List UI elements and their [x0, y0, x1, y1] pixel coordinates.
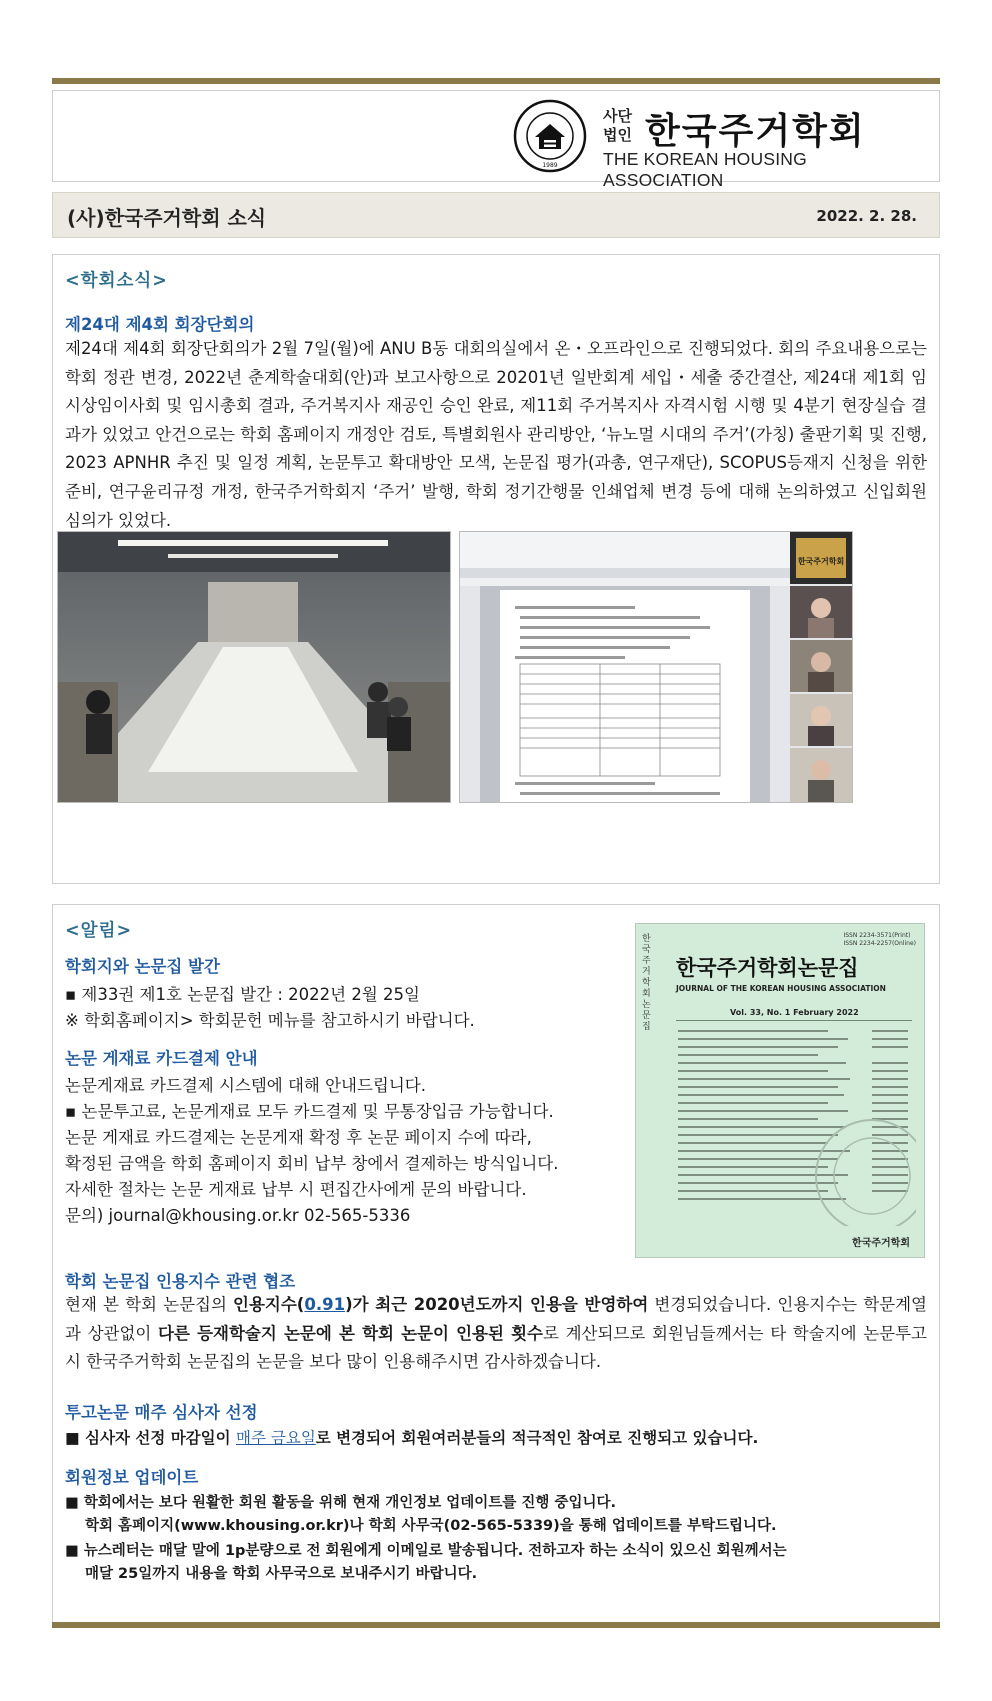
online-meeting-image: [460, 532, 852, 802]
cover-contents-lines: [672, 1026, 916, 1226]
association-logo: [513, 97, 913, 190]
top-gold-bar: [52, 78, 940, 84]
newsletter-title-bar: [52, 192, 940, 238]
section-label-notice: <알림>: [65, 921, 133, 941]
seal-icon: [513, 99, 587, 173]
cover-title-ko: 한국주거학회논문집: [676, 955, 859, 980]
cover-issn-online: ISSN 2234-2257(Online): [843, 940, 916, 947]
cover-issn-print: ISSN 2234-3571(Print): [843, 932, 911, 939]
member-line-4: 매달 25일까지 내용을 학회 사무국으로 보내주시기 바랍니다.: [85, 1566, 478, 1582]
card-line-5: 자세한 절차는 논문 게재료 납부 시 편집간사에게 문의 바랍니다.: [65, 1180, 527, 1199]
news-section: [52, 254, 940, 884]
card-contact-line: 문의) journal@khousing.or.kr 02-565-5336: [65, 1206, 411, 1225]
bottom-gold-bar: [52, 1622, 940, 1628]
member-line-3: ■ 뉴스레터는 매달 말에 1p분량으로 전 회원에게 이메일로 발송됩니다. 전하고자 하는 소식이 있으신 회원께서는: [65, 1543, 787, 1559]
logo-small-text: 사단 법인: [603, 107, 632, 144]
journal-cover: [635, 923, 925, 1258]
cover-spine-text: 한국주거학회 논문집: [642, 934, 651, 1032]
card-line-3: 논문 게재료 카드결제는 논문게재 확정 후 논문 페이지 수에 따라,: [65, 1128, 532, 1147]
header: [52, 90, 940, 190]
card-line-4: 확정된 금액을 학회 홈페이지 회비 납부 창에서 결제하는 방식입니다.: [65, 1154, 559, 1173]
online-meeting-screenshot: [459, 531, 853, 803]
publication-line-1: ▪ 제33권 제1호 논문집 발간 : 2022년 2월 25일: [65, 985, 420, 1004]
review-heading: 투고논문 매주 심사자 선정: [65, 1403, 258, 1422]
seal-year: 1989: [542, 162, 558, 169]
citation-body: 현재 본 학회 논문집의 인용지수(0.91)가 최근 2020년도까지 인용을 반영하여 변경되었습니다. 인용지수는 학문계열과 상관없이 다른 등재학술지 논문에 본 학회 논문이 인용된 횟수로 계산되므로 회원님들께서는 타 학술지에 논문투고 시 한국주거학회 논문집의 논문을 보다 많이 인용해주시면 감사하겠습니다.: [65, 1295, 927, 1372]
member-line-2: 학회 홈페이지(www.khousing.or.kr)나 학회 사무국(02-565-5339)을 통해 업데이트를 부탁드립니다.: [85, 1518, 777, 1534]
newsletter-date: 2022. 2. 28.: [816, 207, 917, 225]
review-line: ■ 심사자 선정 마감일이 매주 금요일로 변경되어 회원여러분들의 적극적인 참여로 진행되고 있습니다.: [65, 1429, 759, 1447]
screen-logo-text: 한국주거학회: [797, 557, 845, 566]
card-line-1: 논문게재료 카드결제 시스템에 대해 안내드립니다.: [65, 1076, 426, 1095]
section-label-news: <학회소식>: [65, 271, 168, 291]
publication-line-2: ※ 학회홈페이지> 학회문헌 메뉴를 참고하시기 바랍니다.: [65, 1011, 475, 1030]
publication-heading: 학회지와 논문집 발간: [65, 957, 220, 976]
cover-footer-logo: 한국주거학회: [852, 1238, 910, 1249]
newsletter-title: (사)한국주거학회 소식: [67, 206, 267, 230]
member-line-1: ■ 학회에서는 보다 원활한 회원 활동을 위해 현재 개인정보 업데이트를 진행 중입니다.: [65, 1495, 616, 1511]
cover-title-en: JOURNAL OF THE KOREAN HOUSING ASSOCIATION: [676, 984, 886, 993]
citation-heading: 학회 논문집 인용지수 관련 협조: [65, 1272, 296, 1291]
meeting-room-photo: [57, 531, 451, 803]
card-payment-heading: 논문 게재료 카드결제 안내: [65, 1049, 258, 1068]
notice-section: [52, 904, 940, 1628]
org-name-ko: 한국주거학회: [645, 110, 866, 152]
meeting-heading: 제24대 제4회 회장단회의: [65, 315, 255, 334]
member-heading: 회원정보 업데이트: [65, 1468, 199, 1487]
org-name-en: THE KOREAN HOUSING ASSOCIATION: [603, 149, 807, 190]
cover-issue: Vol. 33, No. 1 February 2022: [730, 1008, 859, 1017]
card-line-2: ▪ 논문투고료, 논문게재료 모두 카드결제 및 무통장입금 가능합니다.: [65, 1102, 554, 1121]
meeting-room-image: [58, 532, 450, 802]
meeting-body: 제24대 제4회 회장단회의가 2월 7일(월)에 ANU B동 대회의실에서 온・오프라인으로 진행되었다. 회의 주요내용으로는 학회 정관 변경, 2022년 춘계학술대회(안)과 보고사항으로 20201년 일반회계 세입・세출 중간결산, 제24대 제1회 임시상임이사회 및 임시총회 결과, 주거복지사 재공인 승인 완료, 제11회 주거복지사 자격시험 시행 및 4분기 현장실습 결과가 있었고 안건으로는 학회 홈페이지 개정안 검토, 특별회원사 관리방안, ‘뉴노멀 시대의 주거’(가칭) 출판기획 및 진행, 2023 APNHR 추진 및 일정 계획, 논문투고 확대방안 모색, 논문집 평가(과총, 연구재단), SCOPUS등재지 신청을 위한 준비, 연구윤리규정 개정, 한국주거학회지 ‘주거’ 발행, 학회 정기간행물 인쇄업체 변경 등에 대해 논의하였고 신입회원 심의가 있었다.: [65, 339, 927, 530]
